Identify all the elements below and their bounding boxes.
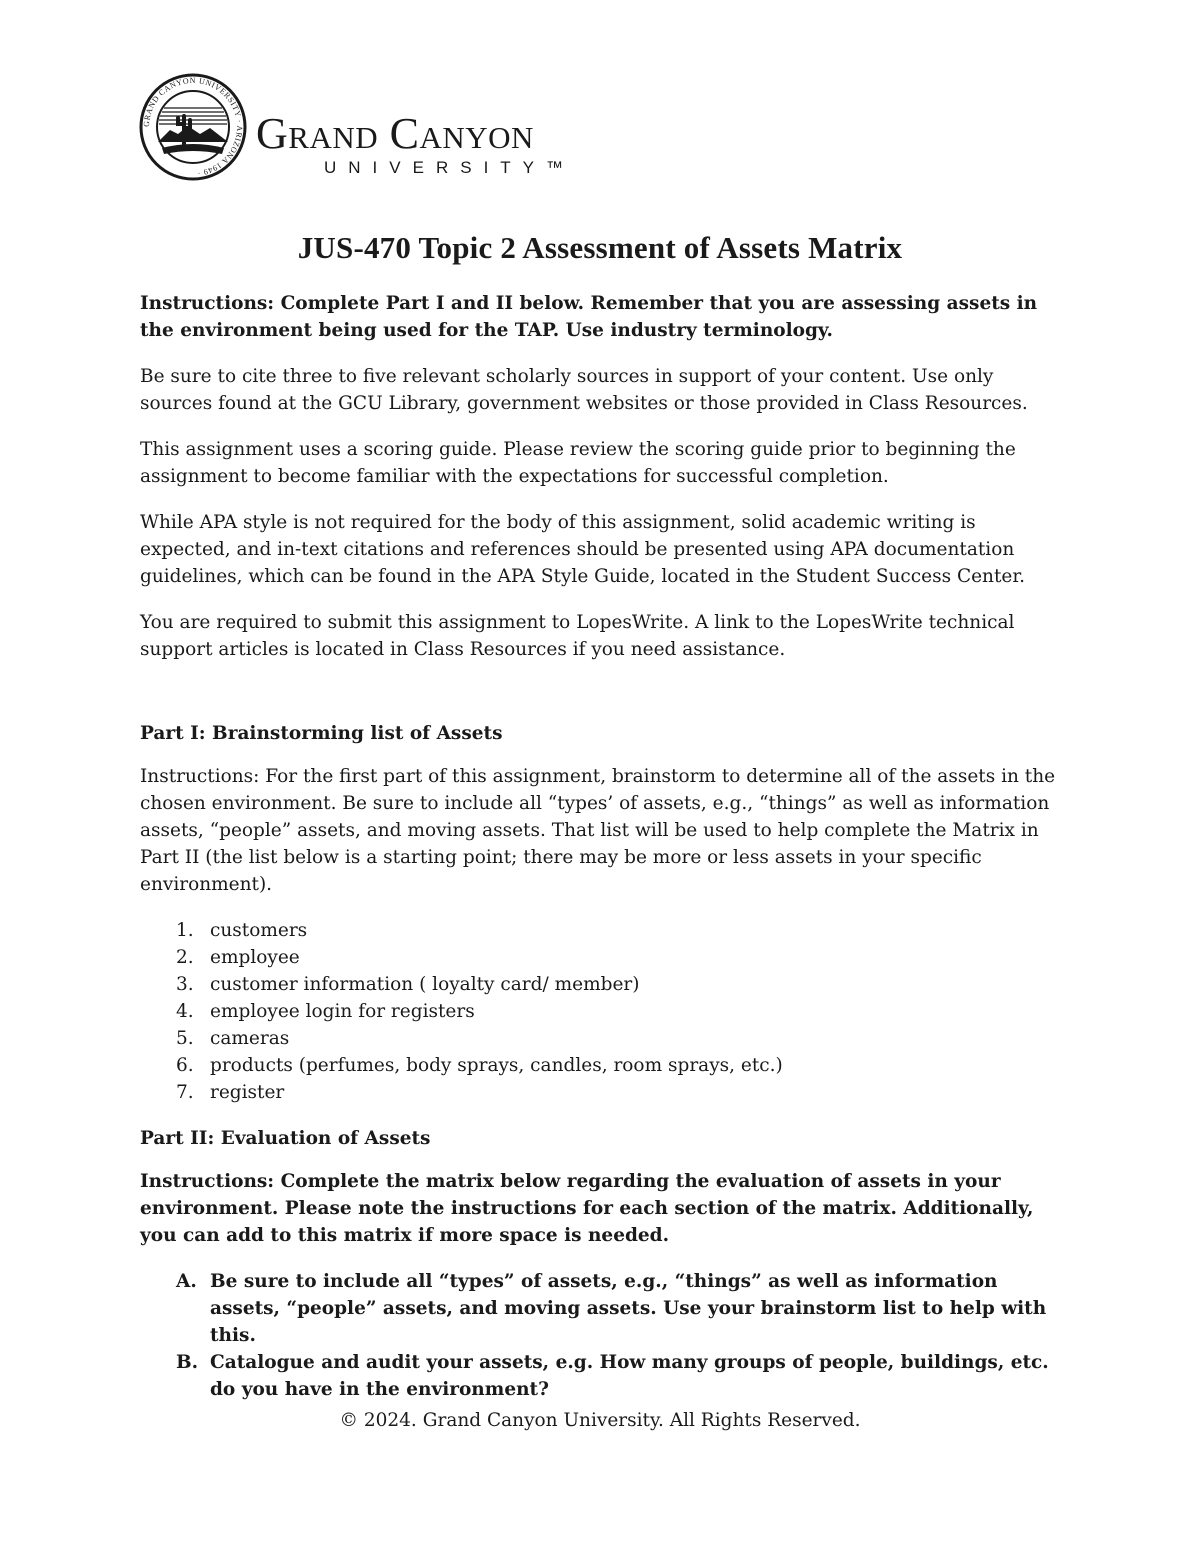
part1-instructions: Instructions: For the first part of this assignment, brainstorm to determine all of the assets in the chosen environment. Be sure to include all “types’ of assets, e.g., “things” as well as information assets, “people” assets, and moving assets. That list will be used to help complete the Matrix in Part II (the list below is a starting point; there may be more or less assets in your specific environment).: [140, 766, 1056, 895]
list-item-text: employee login for registers: [210, 1001, 475, 1022]
part2-instructions: Instructions: Complete the matrix below regarding the evaluation of assets in your environment. Please note the instructions for each section of the matrix. Additionally, you can add to this matrix if more space is needed.: [140, 1171, 1034, 1246]
intro-instructions: Instructions: Complete Part I and II below. Remember that you are assessing assets in the environment being used for the TAP. Use industry terminology.: [140, 293, 1038, 341]
intro-sources: Be sure to cite three to five relevant scholarly sources in support of your content. Use only sources found at the GCU Library, government websites or those provided in Class Resources.: [140, 366, 1028, 414]
part1-heading: Part I: Brainstorming list of Assets: [140, 723, 503, 744]
list-item-number: 4.: [176, 1001, 194, 1022]
list-item-text: products (perfumes, body sprays, candles, room sprays, etc.): [210, 1055, 783, 1076]
list-item-text: customers: [210, 920, 308, 941]
list-item: [140, 944, 1060, 971]
list-item: [140, 1025, 1060, 1052]
list-item-number: 5.: [176, 1028, 194, 1049]
list-item-number: 1.: [176, 920, 194, 941]
list-item-number: 6.: [176, 1055, 194, 1076]
list-item: [140, 998, 1060, 1025]
evaluation-list: [140, 1268, 1060, 1403]
document-title: JUS-470 Topic 2 Assessment of Assets Matrix: [297, 230, 903, 265]
list-item: [140, 1268, 1060, 1349]
list-item-text: employee: [210, 947, 300, 968]
intro-apa: While APA style is not required for the body of this assignment, solid academic writing is expected, and in-text citations and references should be presented using APA documentation guidelines, which can be found in the APA Style Guide, located in the Student Success Center.: [140, 512, 1026, 587]
list-item-text: register: [210, 1082, 285, 1103]
list-item-text: customer information ( loyalty card/ member): [210, 974, 640, 995]
list-item: [140, 971, 1060, 998]
list-item-letter: B.: [176, 1352, 199, 1373]
asset-list: [140, 917, 1060, 1106]
list-item-text: Be sure to include all “types” of assets, e.g., “things” as well as information assets, “people” assets, and moving assets. Use your brainstorm list to help with this.: [210, 1271, 1047, 1346]
university-seal-icon: [138, 72, 248, 182]
list-item: [140, 917, 1060, 944]
part2-heading: Part II: Evaluation of Assets: [140, 1128, 431, 1149]
copyright-footer: © 2024. Grand Canyon University. All Rights Reserved.: [339, 1410, 861, 1431]
list-item-letter: A.: [176, 1271, 197, 1292]
document-body: [140, 230, 1060, 1403]
university-logo: [138, 72, 618, 182]
list-item-number: 7.: [176, 1082, 194, 1103]
list-item: [140, 1052, 1060, 1079]
svg-text:GRAND CANYON UNIVERSITY · ARIZ: GRAND CANYON UNIVERSITY · ARIZONA 1949 ·: [141, 75, 245, 178]
list-item-number: 3.: [176, 974, 194, 995]
logo-wordmark: [256, 108, 534, 159]
list-item: [140, 1079, 1060, 1106]
list-item-text: Catalogue and audit your assets, e.g. How many groups of people, buildings, etc. do you have in the environment?: [210, 1352, 1049, 1400]
logo-name-main: Grand Canyon: [256, 109, 534, 158]
intro-lopeswrite: You are required to submit this assignment to LopesWrite. A link to the LopesWrite technical support articles is located in Class Resources if you need assistance.: [140, 612, 1015, 660]
list-item: [140, 1349, 1060, 1403]
logo-wordmark-sub: UNIVERSITY™: [324, 158, 576, 177]
intro-scoring: This assignment uses a scoring guide. Please review the scoring guide prior to beginning the assignment to become familiar with the expectations for successful completion.: [140, 439, 1016, 487]
list-item-number: 2.: [176, 947, 194, 968]
list-item-text: cameras: [210, 1028, 290, 1049]
